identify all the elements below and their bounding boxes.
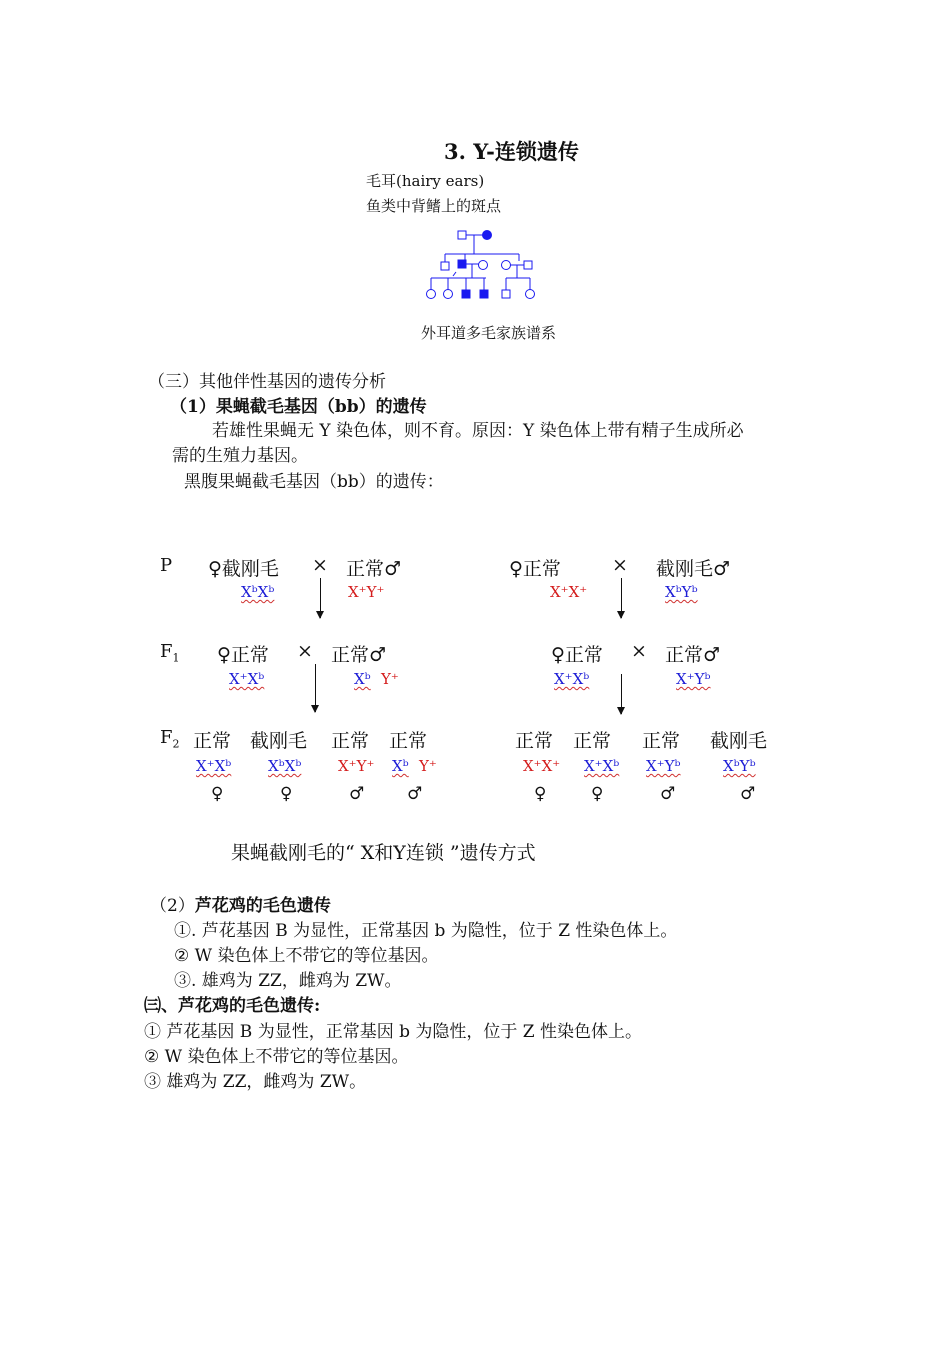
left-f2-genotype-4-x: Xᵇ bbox=[392, 757, 409, 775]
left-p-male-phenotype: 正常♂ bbox=[346, 558, 402, 580]
right-p-female-genotype: X⁺X⁺ bbox=[550, 583, 588, 601]
fish-fin-note: 鱼类中背鳍上的斑点 bbox=[366, 197, 502, 215]
left-p-male-genotype: X⁺Y⁺ bbox=[348, 583, 385, 601]
paragraph-intro: 黑腹果蝇截毛基因（bb）的遗传： bbox=[184, 472, 444, 492]
pedigree-chart bbox=[420, 222, 550, 307]
right-f2-sex-2: ♀ bbox=[591, 784, 604, 804]
left-f1-cross-symbol: × bbox=[297, 640, 313, 662]
chicken-item-3: ③. 雄鸡为 ZZ，雌鸡为 ZW。 bbox=[174, 971, 402, 991]
chicken-heading-1: （2）芦花鸡的毛色遗传 bbox=[150, 896, 331, 916]
left-p-to-f1-arrow bbox=[320, 578, 321, 618]
chicken-repeat-item-2: ② W 染色体上不带它的等位基因。 bbox=[144, 1047, 409, 1067]
right-f2-sex-1: ♀ bbox=[534, 784, 547, 804]
left-f2-genotype-3: X⁺Y⁺ bbox=[338, 757, 375, 775]
chicken-repeat-item-1: ① 芦花基因 B 为显性，正常基因 b 为隐性，位于 Z 性染色体上。 bbox=[144, 1022, 643, 1042]
hairy-ears-note: 毛耳(hairy ears) bbox=[366, 172, 485, 190]
left-f1-female-phenotype: ♀正常 bbox=[217, 644, 269, 666]
row-label-f1: $F_1$ bbox=[160, 641, 180, 665]
left-f2-sex-1: ♀ bbox=[211, 784, 224, 804]
left-p-cross-symbol: × bbox=[312, 554, 328, 576]
section-title: 3. Y-连锁遗传 bbox=[444, 139, 579, 164]
left-f2-genotype-2: XᵇXᵇ bbox=[268, 757, 302, 775]
left-f2-sex-3: ♂ bbox=[349, 784, 365, 804]
left-f1-male-genotype-x: Xᵇ bbox=[354, 670, 371, 688]
paragraph-line-2: 需的生殖力基因。 bbox=[172, 446, 308, 466]
left-f2-genotype-4-y: Y⁺ bbox=[419, 757, 437, 775]
chicken-item-2: ② W 染色体上不带它的等位基因。 bbox=[174, 946, 439, 966]
right-f2-sex-4: ♂ bbox=[740, 784, 756, 804]
left-f2-phenotype-2: 截刚毛 bbox=[250, 730, 308, 752]
left-f1-female-genotype: X⁺Xᵇ bbox=[229, 670, 265, 688]
right-f1-female-phenotype: ♀正常 bbox=[551, 644, 603, 666]
right-f1-female-genotype: X⁺Xᵇ bbox=[554, 670, 590, 688]
diagram-caption: 果蝇截刚毛的“ X和Y连锁 ”遗传方式 bbox=[231, 842, 536, 864]
right-f1-to-f2-arrow bbox=[621, 674, 622, 714]
chicken-heading-2: ㈢、芦花鸡的毛色遗传: bbox=[144, 996, 321, 1016]
left-f2-genotype-1: X⁺Xᵇ bbox=[196, 757, 232, 775]
right-f2-genotype-4: XᵇYᵇ bbox=[723, 757, 756, 775]
subsection-heading-drosophila: （1）果蝇截毛基因（bb）的遗传 bbox=[170, 397, 427, 417]
left-f1-male-phenotype: 正常♂ bbox=[331, 644, 387, 666]
left-p-female-genotype: XᵇXᵇ bbox=[241, 583, 275, 601]
right-f2-sex-3: ♂ bbox=[660, 784, 676, 804]
section-heading: （三）其他伴性基因的遗传分析 bbox=[148, 372, 386, 392]
right-f2-phenotype-4: 截刚毛 bbox=[710, 730, 768, 752]
left-f2-phenotype-1: 正常 bbox=[193, 730, 232, 752]
left-f1-to-f2-arrow bbox=[315, 664, 316, 712]
left-f2-sex-4: ♂ bbox=[407, 784, 423, 804]
paragraph-line-1: 若雄性果蝇无 Y 染色体，则不育。原因：Y 染色体上带有精子生成所必 bbox=[212, 421, 744, 441]
row-label-f2: $F_2$ bbox=[160, 727, 180, 751]
left-f2-phenotype-3: 正常 bbox=[331, 730, 370, 752]
chicken-item-1: ①. 芦花基因 B 为显性，正常基因 b 为隐性，位于 Z 性染色体上。 bbox=[174, 921, 678, 941]
right-f1-male-phenotype: 正常♂ bbox=[665, 644, 721, 666]
right-f2-phenotype-2: 正常 bbox=[573, 730, 612, 752]
row-label-p: P bbox=[160, 555, 173, 576]
right-p-male-genotype: XᵇYᵇ bbox=[665, 583, 698, 601]
right-f2-genotype-3: X⁺Yᵇ bbox=[646, 757, 681, 775]
right-f2-phenotype-1: 正常 bbox=[515, 730, 554, 752]
right-f2-genotype-1: X⁺X⁺ bbox=[523, 757, 561, 775]
right-f1-cross-symbol: × bbox=[631, 640, 647, 662]
right-f2-genotype-2: X⁺Xᵇ bbox=[584, 757, 620, 775]
chicken-repeat-item-3: ③ 雄鸡为 ZZ，雌鸡为 ZW。 bbox=[144, 1072, 367, 1092]
right-f1-male-genotype: X⁺Yᵇ bbox=[676, 670, 711, 688]
left-p-female-phenotype: ♀截刚毛 bbox=[208, 558, 279, 580]
left-f2-phenotype-4: 正常 bbox=[389, 730, 428, 752]
right-p-cross-symbol: × bbox=[612, 554, 628, 576]
left-f2-sex-2: ♀ bbox=[280, 784, 293, 804]
pedigree-caption: 外耳道多毛家族谱系 bbox=[421, 324, 557, 342]
right-p-female-phenotype: ♀正常 bbox=[509, 558, 561, 580]
right-f2-phenotype-3: 正常 bbox=[642, 730, 681, 752]
right-p-to-f1-arrow bbox=[621, 578, 622, 618]
left-f1-male-genotype-y: Y⁺ bbox=[381, 670, 399, 688]
right-p-male-phenotype: 截刚毛♂ bbox=[656, 558, 731, 580]
